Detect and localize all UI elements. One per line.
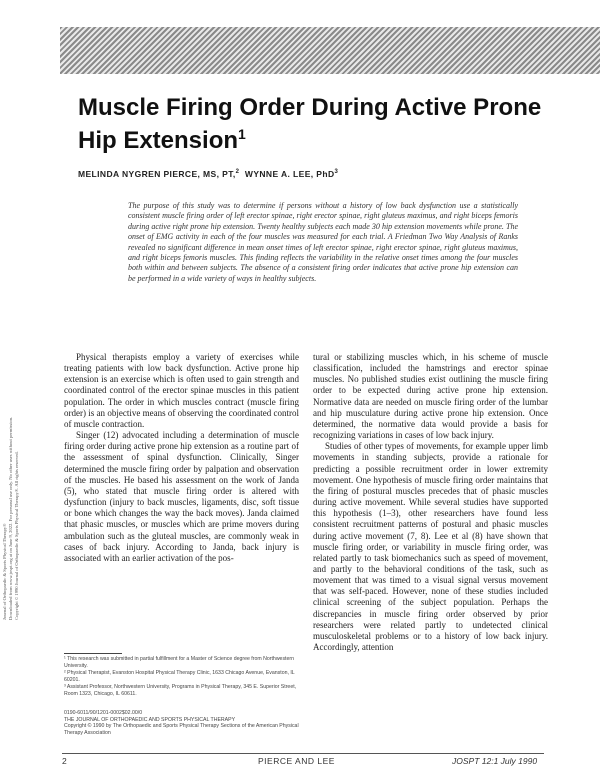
side-note-line-2: Downloaded from www.jospt.org at on June 9, 2022. For personal use only. No other uses without permission. [8,416,13,620]
title-footnote-marker: 1 [238,126,246,142]
paragraph: Singer (12) advocated including a determination of muscle firing order during active prone hip extension as a routine part of the assessment of spinal dysfunction. Clinically, Singer determined the muscle firing order by palpation and observation of the muscles. He based his assessment on the work of Janda (5), who stated that muscle firing order is altered with dysfunction (injury to back muscles, ligaments, disc, soft tissue or bone which changes the way the back moves). Janda claimed that phasic muscles, or muscles which are prime movers during ambulation such as the gluteal muscles, are commonly weak in cases of back injury. According to Janda, back injury is associated with an earlier activation of the pos- [64,430,299,563]
article-title: Muscle Firing Order During Active Prone Hip Extension$^1$ [78,94,542,154]
author-2: WYNNE A. LEE, PhD [244,169,335,179]
header-band [60,27,600,74]
author-2-note: 3 [334,169,339,176]
page-number: 2 [62,756,67,766]
author-line [78,169,548,179]
footnote-divider [64,653,122,654]
body-column-right [313,352,548,653]
copyright-line: 0190-6011/90/1201-0002$02.00/0 [64,710,143,716]
abstract: The purpose of this study was to determine if persons without a history of low back dysfunction use a statistically consistent muscle firing order of left erector spinae, right erector spinae, right gluteus maximus, and right biceps femoris during active right prone hip extension. Twenty healthy subjects each made 30 hip extension movements while prone. The onset of EMG activity in each of the four muscles was measured for each trial. A Friedman Two Way Analysis of Ranks revealed no significant difference in mean onset times of left erector spinae, right erector spinae, right gluteus maximus, and right biceps femoris muscles. This finding reflects the variability in the relative onset times among the four muscles both within and between subjects. The absence of a consistent firing order indicates that active prone hip extension can be performed in a wide variety of ways in healthy subjects. [128,201,518,283]
copyright-line: THE JOURNAL OF ORTHOPAEDIC AND SPORTS PHYSICAL THERAPY [64,716,236,723]
running-head: PIERCE AND LEE [258,756,335,766]
footnotes [64,656,299,699]
paragraph: tural or stabilizing muscles which, in his scheme of muscle classification, included the hamstrings and erector spinae muscles. No published studies exist outlining the muscle firing order to be expected during active prone hip extension. Normative data are needed on muscle firing order of the lumbar and hip musculature during active prone hip extension. Once determined, the normative data would provide a basis for recognizing variations in cases of low back injury. [313,352,548,441]
copyright-block [64,710,299,736]
footnote: ³ Assistant Professor, Northwestern University, Programs in Physical Therapy, 345 E. Superior Street, Room 1323, Chicago, IL 60611. [64,684,297,697]
author-1: MELINDA NYGREN PIERCE, MS, PT, [78,169,236,179]
author-1-note: 2 [235,169,240,176]
journal-reference: JOSPT 12:1 July 1990 [452,756,538,766]
footnote: ¹ This research was submitted in partial fulfillment for a Master of Science degree from Northwestern University. [64,656,294,669]
body-column-left [64,352,299,564]
side-note-line-3: Copyright © 1990 Journal of Orthopaedic & Sports Physical Therapy®. All rights reserved. [14,451,19,620]
paragraph: Physical therapists employ a variety of exercises while treating patients with low back dysfunction. Active prone hip extension is an exercise which is often used to gain strength and coordinated control of the erector spinae muscles in this patient population. The order in which muscles contract (muscle firing order) is an objective means of observing the coordinated control of muscle contraction. [64,352,299,429]
side-note-line-1: Journal of Orthopaedic & Sports Physical Therapy® [2,523,7,620]
footer-divider [62,753,544,754]
side-download-note [2,290,42,620]
paragraph: Studies of other types of movements, for example upper limb movements in standing subjects, provide a rationale for predicting a possible recruitment order in lower extremity movement. One hypothesis of muscle firing order maintains that the firing of postural muscles precedes that of phasic muscles during active movement. While several studies have supported this hypothesis (1–3), other researchers have found less consistent recruitment patterns of postural and phasic muscles during active movement (7, 8). Lee et al (8) have shown that muscle firing order, or variability in muscle firing order, was related partly to task biomechanics such as speed of movement, and partly to the behavioral conditions of the task, such as movement that was timed to a visual signal versus movement that was self-paced. However, none of these studies included clinical screening of the subject population. Perhaps the discrepancies in muscle firing order observed by prior researchers were related partly to undetected clinical musculoskeletal problems or to a history of low back injury. Accordingly, attention [313,441,548,653]
copyright-line: Copyright © 1990 by The Orthopaedic and Sports Physical Therapy Sections of the American Physical Therapy Association [64,723,299,736]
footnote: ² Physical Therapist, Evanston Hospital Physical Therapy Clinic, 1633 Chicago Avenue, Evanston, IL 60201. [64,670,295,683]
